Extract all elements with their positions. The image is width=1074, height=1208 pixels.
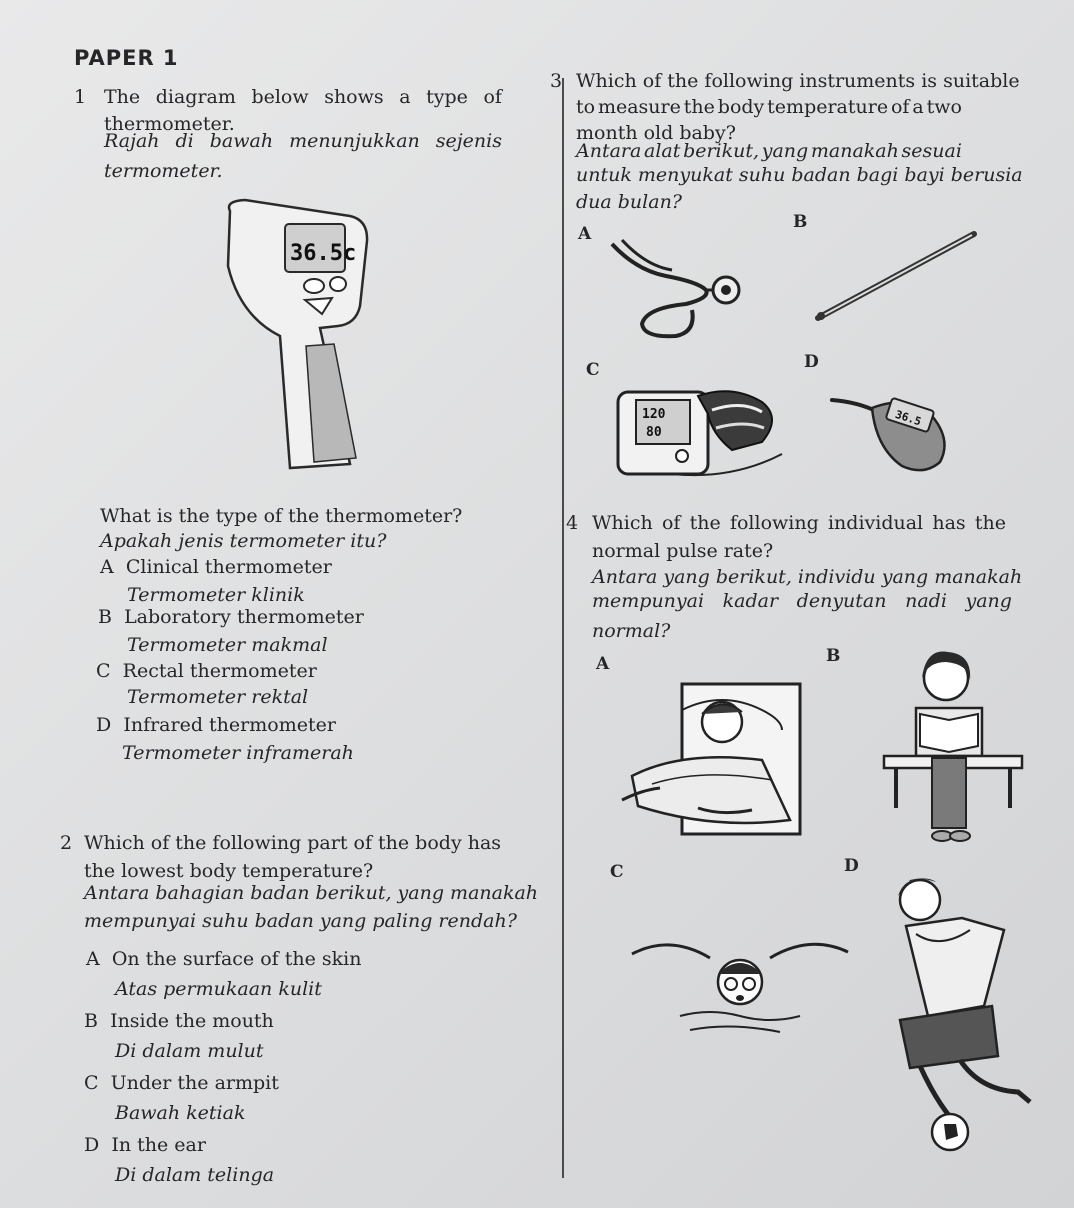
stethoscope-illustration[interactable]: [606, 240, 756, 340]
q2-ms-line1: Antara bahagian badan berikut, yang manakah: [84, 882, 539, 904]
q4-ms-line1: Antara yang berikut, individu yang manakah: [592, 566, 1023, 588]
q4-word: the: [974, 512, 1006, 534]
q3-option-c-label[interactable]: C: [586, 360, 600, 380]
q4-word: of: [661, 512, 681, 534]
swimmer-illustration[interactable]: [620, 930, 860, 1050]
option-letter: C: [84, 1072, 99, 1094]
q3-word: measure: [597, 96, 681, 118]
q4-option-b-label[interactable]: B: [826, 646, 841, 666]
option-text: Infrared thermometer: [123, 714, 336, 736]
q4-option-d-label[interactable]: D: [844, 856, 859, 876]
q3-ms-word: berikut,: [683, 140, 760, 162]
sick-person-in-bed-illustration[interactable]: [612, 680, 812, 840]
option-letter: B: [84, 1010, 98, 1032]
q1-ms-word: sejenis: [435, 130, 502, 152]
q1-word: a: [399, 86, 411, 108]
option-letter: A: [86, 948, 100, 970]
q3-word: two: [926, 96, 962, 118]
q4-option-a-label[interactable]: A: [596, 654, 610, 674]
q1-stem-en: What is the type of the thermometer?: [100, 505, 463, 527]
option-letter: B: [98, 606, 112, 628]
q3-word: body: [717, 96, 765, 118]
paper-title: PAPER 1: [74, 46, 179, 70]
q4-ms-word: mempunyai: [592, 590, 705, 612]
q3-ms-line2: untuk menyukat suhu badan bagi bayi berusia: [576, 164, 1023, 186]
digital-thermometer-illustration[interactable]: [828, 390, 958, 480]
q1-option-d-ms: Termometer inframerah: [122, 742, 354, 764]
q1-option-c[interactable]: [96, 660, 317, 682]
girl-reading-on-bench-illustration[interactable]: [876, 648, 1036, 848]
q3-ms-word: yang: [761, 140, 809, 162]
q3-en-line2: [576, 96, 962, 118]
q3-option-b-label[interactable]: B: [793, 212, 808, 232]
option-text: Laboratory thermometer: [124, 606, 364, 628]
q3-ms-line3: dua bulan?: [576, 191, 682, 213]
q4-ms-line2: [592, 590, 1012, 612]
monitor-reading-bottom: 80: [646, 425, 662, 440]
q1-number: 1: [74, 86, 87, 108]
q1-word: shows: [324, 86, 384, 108]
q3-en-line3: month old baby?: [576, 122, 736, 144]
footballer-illustration[interactable]: [880, 870, 1060, 1170]
q1-word: The: [104, 86, 141, 108]
option-letter: D: [96, 714, 112, 736]
q1-ms-word: di: [175, 130, 194, 152]
q1-ms-word: Rajah: [104, 130, 160, 152]
digital-thermometer-reading: 36.5: [893, 407, 923, 429]
q1-ms-word: menunjukkan: [289, 130, 420, 152]
q2-en-line1: Which of the following part of the body has: [84, 832, 502, 854]
q2-option-a[interactable]: [86, 948, 361, 970]
q1-en-line1: [104, 86, 502, 108]
q1-option-d[interactable]: [96, 714, 336, 736]
gun-display-reading: 36.5c: [290, 241, 357, 266]
monitor-reading-top: 120: [642, 407, 666, 422]
q3-ms-word: alat: [644, 140, 681, 162]
q2-option-c-ms: Bawah ketiak: [115, 1102, 246, 1124]
q2-option-d[interactable]: [84, 1134, 206, 1156]
q2-en-line2: the lowest body temperature?: [84, 860, 374, 882]
q4-ms-line3: normal?: [592, 620, 671, 642]
q1-word: diagram: [155, 86, 236, 108]
q3-word: the: [683, 96, 715, 118]
option-text: In the ear: [111, 1134, 206, 1156]
q3-ms-word: Antara: [576, 140, 642, 162]
q4-ms-word: nadi: [905, 590, 947, 612]
q4-ms-word: kadar: [722, 590, 779, 612]
q4-number: 4: [566, 512, 579, 534]
q1-word: of: [483, 86, 502, 108]
column-divider: [562, 78, 564, 1178]
q1-option-a-ms: Termometer klinik: [127, 584, 305, 606]
q4-word: has: [932, 512, 966, 534]
q2-ms-line2: mempunyai suhu badan yang paling rendah?: [84, 910, 517, 932]
q3-option-a-label[interactable]: A: [578, 224, 592, 244]
q2-option-a-ms: Atas permukaan kulit: [115, 978, 322, 1000]
q1-word: type: [426, 86, 468, 108]
q1-ms-word: bawah: [209, 130, 274, 152]
q4-word: the: [689, 512, 721, 534]
option-text: Clinical thermometer: [125, 556, 332, 578]
q1-ms-line1: [104, 130, 502, 152]
q1-word: below: [251, 86, 309, 108]
q2-option-b-ms: Di dalam mulut: [115, 1040, 264, 1062]
option-letter: A: [100, 556, 114, 578]
q1-ms-line2: termometer.: [104, 160, 223, 182]
q4-option-c-label[interactable]: C: [610, 862, 624, 882]
q1-stem-ms: Apakah jenis termometer itu?: [100, 530, 387, 552]
q3-word: a: [912, 96, 924, 118]
q3-ms-line1: [576, 140, 962, 162]
q4-ms-word: yang: [965, 590, 1012, 612]
option-text: On the surface of the skin: [111, 948, 362, 970]
q1-option-b-ms: Termometer makmal: [127, 634, 328, 656]
q3-en-line1: Which of the following instruments is suitable: [576, 70, 1020, 92]
q2-number: 2: [60, 832, 73, 854]
option-text: Inside the mouth: [110, 1010, 274, 1032]
q4-word: Which: [592, 512, 653, 534]
q1-en-line2: thermometer.: [104, 113, 235, 135]
q3-word: of: [890, 96, 910, 118]
q1-option-c-ms: Termometer rektal: [127, 686, 309, 708]
q4-word: individual: [827, 512, 924, 534]
q2-option-b[interactable]: [84, 1010, 274, 1032]
q1-option-a[interactable]: [100, 556, 332, 578]
blood-pressure-monitor-illustration[interactable]: [612, 384, 792, 484]
q2-option-d-ms: Di dalam telinga: [115, 1164, 275, 1186]
q3-option-d-label[interactable]: D: [804, 352, 819, 372]
q4-word: following: [729, 512, 819, 534]
q2-option-c[interactable]: [84, 1072, 279, 1094]
infrared-thermometer-illustration: [210, 196, 380, 476]
glass-thermometer-illustration[interactable]: [812, 226, 982, 326]
q4-en-line2: normal pulse rate?: [592, 540, 774, 562]
q1-option-b[interactable]: [98, 606, 364, 628]
option-text: Rectal thermometer: [122, 660, 317, 682]
q4-en-line1: [592, 512, 1006, 534]
option-letter: C: [96, 660, 111, 682]
q4-ms-word: denyutan: [796, 590, 887, 612]
q3-ms-word: manakah: [810, 140, 899, 162]
q3-number: 3: [550, 70, 563, 92]
q3-word: to: [576, 96, 596, 118]
option-text: Under the armpit: [110, 1072, 279, 1094]
q3-ms-word: sesuai: [901, 140, 962, 162]
q3-word: temperature: [767, 96, 889, 118]
option-letter: D: [84, 1134, 100, 1156]
